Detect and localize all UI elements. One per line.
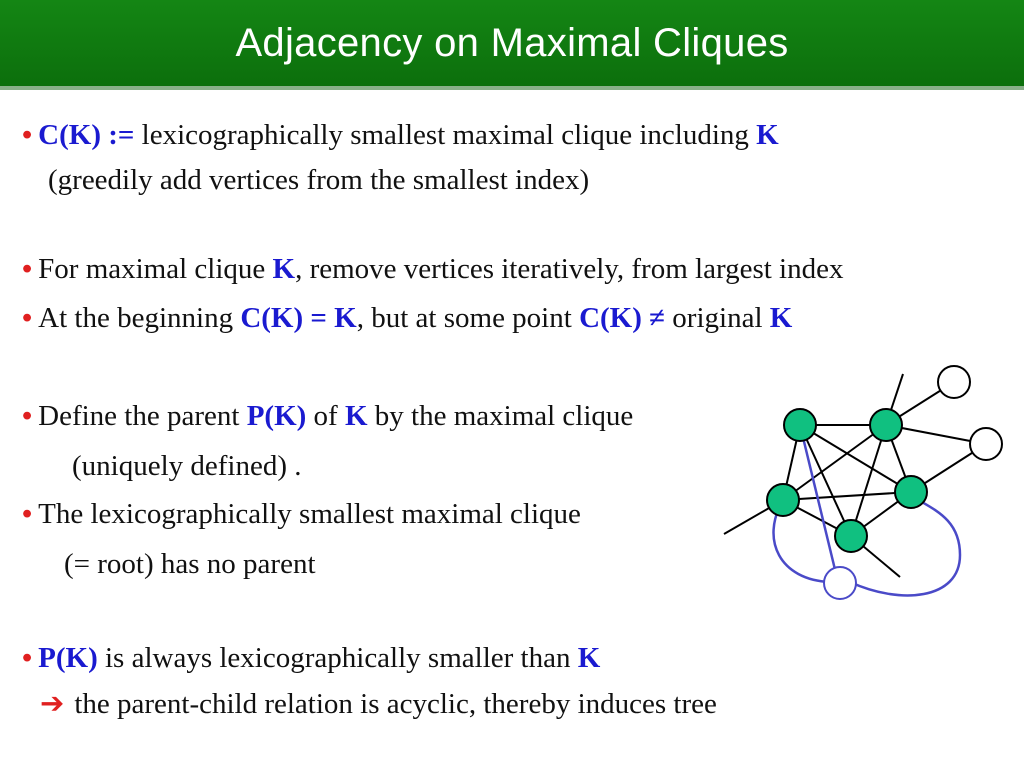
graph-node: [784, 409, 816, 441]
graph-node: [767, 484, 799, 516]
bullet-text: is always lexicographically smaller than: [97, 642, 578, 674]
clique-graph-illustration: [720, 360, 1020, 605]
k-symbol: K: [756, 119, 779, 151]
k-symbol: K: [344, 400, 368, 432]
ck-symbol: C(K) :=: [38, 119, 135, 151]
bullet-dot: •: [22, 253, 33, 285]
graph-node-empty: [824, 567, 856, 599]
subtext: (uniquely defined) .: [72, 450, 302, 482]
bullet-pk-smaller: [22, 641, 600, 675]
ck-not-equal: C(K) ≠: [579, 302, 666, 334]
bullet-dot: •: [22, 642, 33, 674]
bullet-text: by the maximal clique: [367, 400, 634, 432]
bullet-root-subtext: [64, 547, 316, 581]
bullet-dot: •: [22, 302, 33, 334]
bullet-text: original: [665, 302, 770, 334]
bullet-text: lexicographically smallest maximal clique including: [134, 119, 757, 151]
bullet-remove-vertices: [22, 252, 843, 286]
graph-edge: [851, 425, 886, 536]
bullet-dot: •: [22, 400, 33, 432]
graph-edge: [800, 425, 851, 536]
k-symbol: K: [577, 642, 601, 674]
bullet-ck-subtext: [48, 163, 589, 197]
graph-node: [895, 476, 927, 508]
bullet-define-parent: [22, 399, 633, 433]
bullet-dot: •: [22, 119, 33, 151]
graph-node: [870, 409, 902, 441]
k-symbol: K: [272, 253, 296, 285]
right-arrow-icon: ➔: [40, 686, 65, 720]
graph-node-empty: [938, 366, 970, 398]
bullet-text: , but at some point: [356, 302, 580, 334]
ck-equals-k: C(K) = K: [240, 302, 357, 334]
bullet-text: At the beginning: [38, 302, 241, 334]
bullet-dot: •: [22, 498, 33, 530]
graph-node-empty: [970, 428, 1002, 460]
graph-curve: [800, 425, 838, 582]
bullet-text: , remove vertices iteratively, from largest index: [295, 253, 844, 285]
bullet-text: The lexicographically smallest maximal clique: [38, 498, 581, 530]
subtext: (= root) has no parent: [64, 548, 316, 580]
pk-symbol: P(K): [38, 642, 98, 674]
conclusion-text: the parent-child relation is acyclic, thereby induces tree: [74, 688, 717, 720]
bullet-tree-conclusion: [40, 686, 717, 721]
bullet-text: Define the parent: [38, 400, 247, 432]
k-symbol: K: [769, 302, 793, 334]
bullet-define-parent-subtext: [72, 449, 302, 483]
graph-node: [835, 520, 867, 552]
bullet-text: For maximal clique: [38, 253, 273, 285]
graph-curve: [850, 498, 960, 595]
bullet-root: [22, 497, 581, 531]
pk-symbol: P(K): [246, 400, 307, 432]
subtext: (greedily add vertices from the smallest index): [48, 164, 590, 196]
bullet-text: of: [306, 400, 345, 432]
bullet-beginning: [22, 301, 792, 335]
bullet-ck-definition: [22, 118, 779, 152]
page-title: Adjacency on Maximal Cliques: [235, 20, 789, 65]
title-bar: [0, 0, 1024, 90]
graph-edge: [783, 492, 911, 500]
